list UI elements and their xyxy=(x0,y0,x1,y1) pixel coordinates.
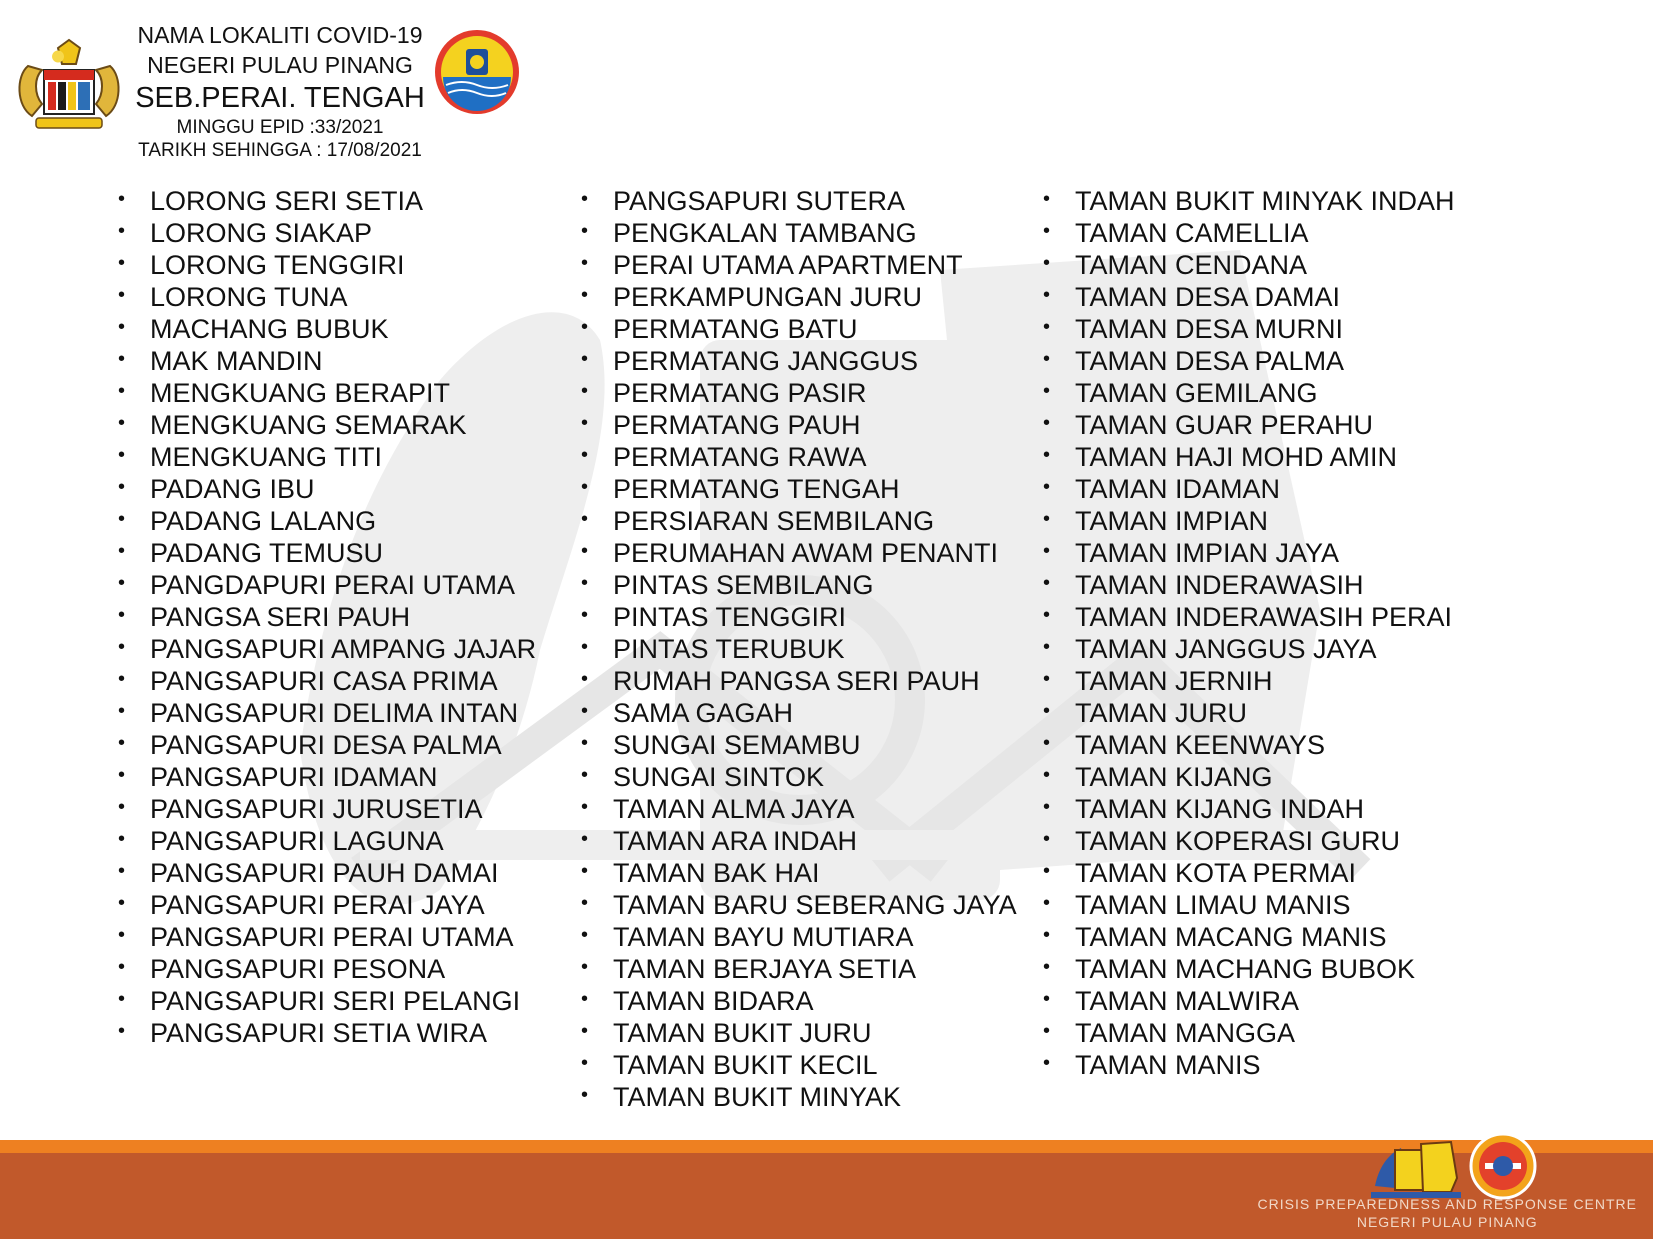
list-item: • TAMAN DESA MURNI xyxy=(1043,313,1455,345)
list-item: • PERMATANG PAUH xyxy=(581,409,1017,441)
list-item: • PANGSAPURI SETIA WIRA xyxy=(118,1017,536,1049)
list-item: • TAMAN JURU xyxy=(1043,697,1455,729)
list-item: • TAMAN MALWIRA xyxy=(1043,985,1455,1017)
list-item: • PANGSAPURI SUTERA xyxy=(581,185,1017,217)
list-item: • MAK MANDIN xyxy=(118,345,536,377)
list-item: • PERMATANG JANGGUS xyxy=(581,345,1017,377)
list-item: • TAMAN DESA DAMAI xyxy=(1043,281,1455,313)
list-item: • TAMAN ARA INDAH xyxy=(581,825,1017,857)
list-item: • PANGSAPURI CASA PRIMA xyxy=(118,665,536,697)
list-item: • TAMAN BAYU MUTIARA xyxy=(581,921,1017,953)
list-item: • TAMAN CAMELLIA xyxy=(1043,217,1455,249)
list-item: • LORONG TENGGIRI xyxy=(118,249,536,281)
list-item: • SAMA GAGAH xyxy=(581,697,1017,729)
list-item: • PADANG TEMUSU xyxy=(118,537,536,569)
list-item: • PERKAMPUNGAN JURU xyxy=(581,281,1017,313)
list-item: • TAMAN JERNIH xyxy=(1043,665,1455,697)
malaysia-coat-of-arms-icon xyxy=(14,34,124,134)
list-item: • PANGSAPURI DESA PALMA xyxy=(118,729,536,761)
list-item: • PERMATANG TENGAH xyxy=(581,473,1017,505)
list-item: • LORONG SERI SETIA xyxy=(118,185,536,217)
list-item: • PERMATANG BATU xyxy=(581,313,1017,345)
list-item: • PANGDAPURI PERAI UTAMA xyxy=(118,569,536,601)
list-item: • PADANG LALANG xyxy=(118,505,536,537)
list-item: • PANGSAPURI AMPANG JAJAR xyxy=(118,633,536,665)
list-item: • PANGSAPURI IDAMAN xyxy=(118,761,536,793)
list-item: • PANGSAPURI PERAI JAYA xyxy=(118,889,536,921)
list-item: • PINTAS TENGGIRI xyxy=(581,601,1017,633)
list-item: • PANGSA SERI PAUH xyxy=(118,601,536,633)
list-item: • TAMAN KOPERASI GURU xyxy=(1043,825,1455,857)
header-title-line: NAMA LOKALITI COVID-19 xyxy=(137,22,423,48)
list-item: • PADANG IBU xyxy=(118,473,536,505)
list-item: • TAMAN KEENWAYS xyxy=(1043,729,1455,761)
list-item: • TAMAN ALMA JAYA xyxy=(581,793,1017,825)
footer-org-line-2: NEGERI PULAU PINANG xyxy=(1356,1214,1538,1230)
list-item: • TAMAN GUAR PERAHU xyxy=(1043,409,1455,441)
list-item: • LORONG SIAKAP xyxy=(118,217,536,249)
footer-org-line-1: CRISIS PREPAREDNESS AND RESPONSE CENTRE xyxy=(1257,1196,1637,1212)
locality-list-column-1 xyxy=(118,185,536,1049)
list-item: • SUNGAI SINTOK xyxy=(581,761,1017,793)
locality-list-column-3 xyxy=(1043,185,1455,1081)
list-item: • MENGKUANG TITI xyxy=(118,441,536,473)
list-item: • PANGSAPURI LAGUNA xyxy=(118,825,536,857)
list-item: • TAMAN KIJANG INDAH xyxy=(1043,793,1455,825)
list-item: • TAMAN JANGGUS JAYA xyxy=(1043,633,1455,665)
header-state-line: NEGERI PULAU PINANG xyxy=(147,52,413,78)
list-item: • TAMAN INDERAWASIH xyxy=(1043,569,1455,601)
list-item: • TAMAN MANIS xyxy=(1043,1049,1455,1081)
list-item: • PANGSAPURI JURUSETIA xyxy=(118,793,536,825)
list-item: • PERMATANG PASIR xyxy=(581,377,1017,409)
list-item: • RUMAH PANGSA SERI PAUH xyxy=(581,665,1017,697)
list-item: • PINTAS TERUBUK xyxy=(581,633,1017,665)
list-item: • TAMAN BUKIT KECIL xyxy=(581,1049,1017,1081)
list-item: • PANGSAPURI SERI PELANGI xyxy=(118,985,536,1017)
list-item: • TAMAN MACANG MANIS xyxy=(1043,921,1455,953)
list-item: • TAMAN BAK HAI xyxy=(581,857,1017,889)
list-item: • MENGKUANG SEMARAK xyxy=(118,409,536,441)
list-item: • TAMAN BIDARA xyxy=(581,985,1017,1017)
list-item: • MENGKUANG BERAPIT xyxy=(118,377,536,409)
list-item: • TAMAN MANGGA xyxy=(1043,1017,1455,1049)
list-item: • PANGSAPURI PESONA xyxy=(118,953,536,985)
page-footer xyxy=(0,1140,1653,1239)
list-item: • TAMAN MACHANG BUBOK xyxy=(1043,953,1455,985)
list-item: • TAMAN KOTA PERMAI xyxy=(1043,857,1455,889)
list-item: • TAMAN GEMILANG xyxy=(1043,377,1455,409)
list-item: • TAMAN LIMAU MANIS xyxy=(1043,889,1455,921)
list-item: • TAMAN BUKIT JURU xyxy=(581,1017,1017,1049)
list-item: • PANGSAPURI DELIMA INTAN xyxy=(118,697,536,729)
page-header xyxy=(10,14,530,164)
locality-list-column-2 xyxy=(581,185,1017,1113)
list-item: • TAMAN IMPIAN xyxy=(1043,505,1455,537)
list-item: • PERMATANG RAWA xyxy=(581,441,1017,473)
list-item: • PENGKALAN TAMBANG xyxy=(581,217,1017,249)
list-item: • TAMAN HAJI MOHD AMIN xyxy=(1043,441,1455,473)
list-item: • PERSIARAN SEMBILANG xyxy=(581,505,1017,537)
list-item: • TAMAN BARU SEBERANG JAYA xyxy=(581,889,1017,921)
list-item: • PERUMAHAN AWAM PENANTI xyxy=(581,537,1017,569)
list-item: • PINTAS SEMBILANG xyxy=(581,569,1017,601)
list-item: • TAMAN KIJANG xyxy=(1043,761,1455,793)
list-item: • PERAI UTAMA APARTMENT xyxy=(581,249,1017,281)
list-item: • TAMAN BUKIT MINYAK xyxy=(581,1081,1017,1113)
list-item: • MACHANG BUBUK xyxy=(118,313,536,345)
list-item: • TAMAN DESA PALMA xyxy=(1043,345,1455,377)
list-item: • TAMAN CENDANA xyxy=(1043,249,1455,281)
list-item: • PANGSAPURI PERAI UTAMA xyxy=(118,921,536,953)
list-item: • LORONG TUNA xyxy=(118,281,536,313)
majlis-seal-icon xyxy=(432,27,522,117)
list-item: • SUNGAI SEMAMBU xyxy=(581,729,1017,761)
header-district-line: SEB.PERAI. TENGAH xyxy=(135,82,425,114)
footer-org-name xyxy=(1258,1195,1637,1231)
list-item: • TAMAN BUKIT MINYAK INDAH xyxy=(1043,185,1455,217)
list-item: • TAMAN IMPIAN JAYA xyxy=(1043,537,1455,569)
list-item: • PANGSAPURI PAUH DAMAI xyxy=(118,857,536,889)
header-epid-week: MINGGU EPID :33/2021 xyxy=(176,117,384,138)
list-item: • TAMAN IDAMAN xyxy=(1043,473,1455,505)
list-item: • TAMAN BERJAYA SETIA xyxy=(581,953,1017,985)
list-item: • TAMAN INDERAWASIH PERAI xyxy=(1043,601,1455,633)
header-date: TARIKH SEHINGGA : 17/08/2021 xyxy=(138,140,422,161)
